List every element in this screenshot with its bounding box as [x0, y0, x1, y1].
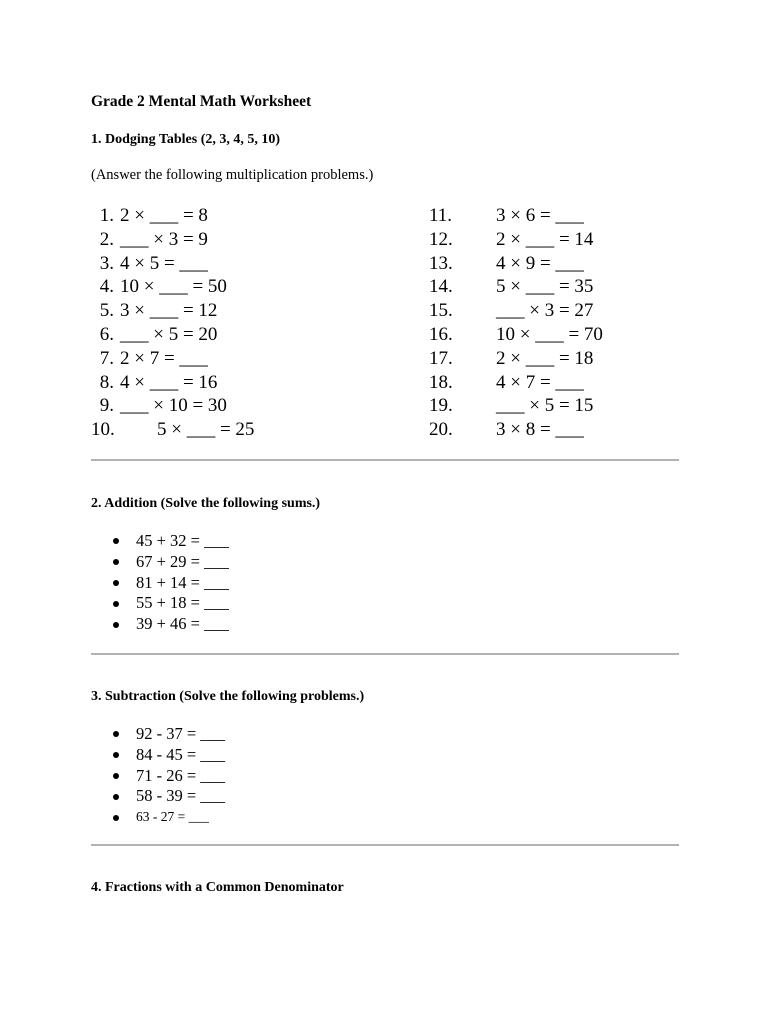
- problem-row: [429, 418, 603, 442]
- list-item: [113, 531, 229, 552]
- bullet-icon: [113, 601, 119, 607]
- list-item: [113, 786, 225, 807]
- multiplication-left-column: [91, 204, 254, 442]
- problem-number: 19.: [429, 395, 453, 417]
- problem-text: 10 × ___ = 70: [496, 323, 603, 345]
- problem-row: [429, 228, 603, 252]
- problem-number: 9.: [99, 395, 114, 417]
- list-item: [113, 552, 229, 573]
- problem-row: [429, 204, 603, 228]
- problem-text: 81 + 14 = ___: [136, 572, 229, 592]
- subtraction-list: [113, 724, 225, 828]
- problem-text: 5 × ___ = 35: [496, 276, 594, 298]
- list-item: [113, 614, 229, 635]
- section-4-heading: 4. Fractions with a Common Denominator: [91, 880, 344, 895]
- problem-number: 7.: [99, 347, 114, 369]
- addition-list: [113, 531, 229, 635]
- problem-text: ___ × 3 = 9: [120, 228, 208, 250]
- problem-text: ___ × 5 = 20: [120, 323, 218, 345]
- problem-number: 17.: [429, 347, 453, 369]
- problem-text: 5 × ___ = 25: [157, 419, 255, 441]
- problem-row: [91, 299, 254, 323]
- problem-row: [429, 394, 603, 418]
- bullet-icon: [113, 773, 119, 779]
- problem-row: [91, 347, 254, 371]
- problem-text: ___ × 3 = 27: [496, 300, 594, 322]
- problem-row: [429, 252, 603, 276]
- problem-text: 84 - 45 = ___: [136, 744, 226, 764]
- problem-text: 63 - 27 = ___: [136, 809, 209, 825]
- bullet-icon: [113, 731, 119, 737]
- problem-number: 12.: [429, 228, 453, 250]
- problem-row: [91, 252, 254, 276]
- problem-number: 5.: [99, 300, 114, 322]
- problem-text: 10 × ___ = 50: [120, 276, 227, 298]
- problem-text: 4 × 7 = ___: [496, 371, 584, 393]
- problem-text: 3 × ___ = 12: [120, 300, 218, 322]
- problem-number: 2.: [99, 228, 114, 250]
- problem-text: 39 + 46 = ___: [136, 614, 229, 634]
- list-item: [113, 573, 229, 594]
- problem-text: ___ × 5 = 15: [496, 395, 594, 417]
- section-1-heading: 1. Dodging Tables (2, 3, 4, 5, 10): [91, 132, 281, 147]
- multiplication-right-column: [429, 204, 603, 442]
- bullet-icon: [113, 815, 119, 821]
- problem-text: 3 × 8 = ___: [496, 419, 584, 441]
- list-item: [113, 724, 225, 745]
- problem-text: 45 + 32 = ___: [136, 531, 229, 550]
- problem-number: 18.: [429, 371, 453, 393]
- problem-row: [91, 394, 254, 418]
- problem-text: 4 × 5 = ___: [120, 252, 208, 274]
- section-1-instruction: (Answer the following multiplication problems.): [91, 167, 374, 183]
- worksheet-title: Grade 2 Mental Math Worksheet: [91, 93, 312, 110]
- problem-text: 2 × ___ = 8: [120, 205, 208, 226]
- problem-text: 55 + 18 = ___: [136, 593, 229, 613]
- problem-number: 4.: [99, 276, 114, 298]
- problem-text: 2 × 7 = ___: [120, 347, 208, 369]
- problem-row: [429, 347, 603, 371]
- section-2-heading: 2. Addition (Solve the following sums.): [91, 496, 321, 511]
- bullet-icon: [113, 794, 119, 800]
- problem-number: 3.: [99, 252, 114, 274]
- problem-number: 10.: [91, 419, 115, 441]
- problem-row: [91, 371, 254, 395]
- problem-row: [91, 418, 254, 442]
- bullet-icon: [113, 538, 119, 544]
- problem-text: 4 × 9 = ___: [496, 252, 584, 274]
- problem-row: [91, 275, 254, 299]
- problem-text: 2 × ___ = 18: [496, 347, 594, 369]
- section-divider: [91, 844, 679, 846]
- problem-text: 3 × 6 = ___: [496, 205, 584, 226]
- list-item: [113, 766, 225, 787]
- list-item: [113, 807, 225, 828]
- bullet-icon: [113, 559, 119, 565]
- problem-number: 14.: [429, 276, 453, 298]
- problem-text: 4 × ___ = 16: [120, 371, 218, 393]
- list-item: [113, 593, 229, 614]
- problem-number: 15.: [429, 300, 453, 322]
- problem-row: [91, 228, 254, 252]
- worksheet-page: [91, 0, 679, 1024]
- problem-row: [429, 371, 603, 395]
- problem-row: [91, 323, 254, 347]
- problem-number: 11.: [429, 205, 453, 226]
- section-divider: [91, 653, 679, 655]
- problem-number: 8.: [99, 371, 114, 393]
- bullet-icon: [113, 622, 119, 628]
- problem-text: 2 × ___ = 14: [496, 228, 594, 250]
- bullet-icon: [113, 580, 119, 586]
- section-3-heading: 3. Subtraction (Solve the following problems.): [91, 689, 365, 704]
- problem-row: [91, 204, 254, 228]
- problem-number: 13.: [429, 252, 453, 274]
- problem-text: 92 - 37 = ___: [136, 724, 226, 743]
- bullet-icon: [113, 752, 119, 758]
- problem-text: ___ × 10 = 30: [120, 395, 227, 417]
- problem-number: 6.: [99, 323, 114, 345]
- list-item: [113, 745, 225, 766]
- problem-row: [429, 299, 603, 323]
- problem-number: 20.: [429, 419, 453, 441]
- problem-number: 1.: [99, 205, 114, 226]
- problem-text: 71 - 26 = ___: [136, 765, 226, 785]
- problem-row: [429, 323, 603, 347]
- section-divider: [91, 459, 679, 461]
- problem-number: 16.: [429, 323, 453, 345]
- problem-text: 67 + 29 = ___: [136, 551, 229, 571]
- problem-text: 58 - 39 = ___: [136, 786, 226, 806]
- problem-row: [429, 275, 603, 299]
